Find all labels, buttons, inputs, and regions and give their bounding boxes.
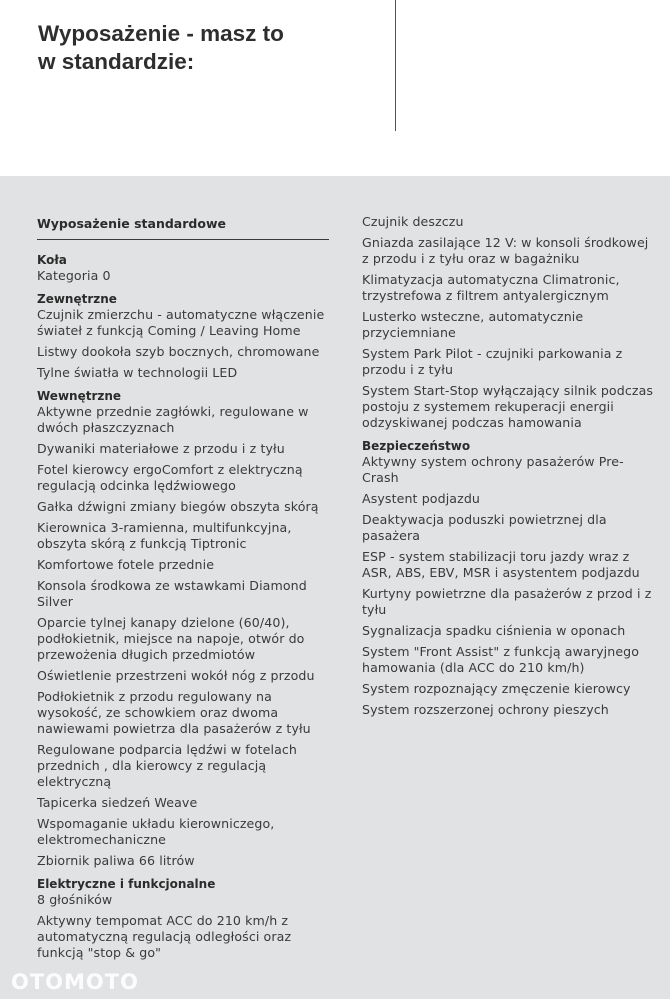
equipment-item: Komfortowe fotele przednie <box>37 557 215 572</box>
section-title: Wyposażenie standardowe <box>37 216 329 240</box>
equipment-item: Listwy dookoła szyb bocznych, chromowane <box>37 344 320 359</box>
equipment-item: Klimatyzacja automatyczna Climatronic, trzystrefowa z filtrem antyalergicznym <box>362 272 620 303</box>
group-title: Bezpieczeństwo <box>362 439 471 453</box>
group-title: Elektryczne i funkcjonalne <box>37 877 216 891</box>
otomoto-watermark: OTOMOTO <box>11 970 139 994</box>
vertical-divider <box>395 0 396 131</box>
equipment-item: Aktywny tempomat ACC do 210 km/h z automatyczną regulacją odległości oraz funkcją "stop & go" <box>37 913 292 960</box>
equipment-item: System Start-Stop wyłączający silnik podczas postoju z systemem rekuperacji energii odzyskiwanej podczas hamowania <box>362 383 654 430</box>
equipment-group <box>37 291 329 381</box>
equipment-item: Dywaniki materiałowe z przodu i z tyłu <box>37 441 285 456</box>
equipment-item: Oparcie tylnej kanapy dzielone (60/40), podłokietnik, miejsce na napoje, otwór do przewożenia długich przedmiotów <box>37 615 305 662</box>
equipment-item: Aktywny system ochrony pasażerów Pre-Crash <box>362 454 624 485</box>
equipment-item: Kurtyny powietrzne dla pasażerów z przod i z tyłu <box>362 586 652 617</box>
equipment-item: Konsola środkowa ze wstawkami Diamond Silver <box>37 578 307 609</box>
equipment-item: Wspomaganie układu kierowniczego, elektromechaniczne <box>37 816 275 847</box>
equipment-item: Asystent podjazdu <box>362 491 480 506</box>
equipment-item: Kategoria 0 <box>37 268 111 283</box>
equipment-item: Sygnalizacja spadku ciśnienia w oponach <box>362 623 626 638</box>
equipment-item: Podłokietnik z przodu regulowany na wysokość, ze schowkiem oraz dwoma nawiewami powietrza dla pasażerów z tyłu <box>37 689 311 736</box>
group-title: Koła <box>37 253 67 267</box>
equipment-item: System "Front Assist" z funkcją awaryjnego hamowania (dla ACC do 210 km/h) <box>362 644 640 675</box>
equipment-item: Tylne światła w technologii LED <box>37 365 238 380</box>
equipment-item: Tapicerka siedzeń Weave <box>37 795 198 810</box>
group-title: Wewnętrzne <box>37 389 122 403</box>
equipment-item: Kierownica 3-ramienna, multifunkcyjna, obszyta skórą z funkcją Tiptronic <box>37 520 292 551</box>
page-title <box>38 20 284 76</box>
equipment-item: System rozszerzonej ochrony pieszych <box>362 702 609 717</box>
page-title-line-2: w standardzie: <box>38 49 195 74</box>
equipment-item: System rozpoznający zmęczenie kierowcy <box>362 681 631 696</box>
equipment-item: Gałka dźwigni zmiany biegów obszyta skórą <box>37 499 319 514</box>
equipment-group <box>362 214 657 431</box>
page-title-line-1: Wyposażenie - masz to <box>38 21 284 46</box>
right-column <box>362 214 657 725</box>
group-title: Zewnętrzne <box>37 292 117 306</box>
left-column <box>37 214 329 968</box>
equipment-item: Regulowane podparcia lędźwi w fotelach przednich , dla kierowcy z regulacją elektryczną <box>37 742 298 789</box>
equipment-item: Zbiornik paliwa 66 litrów <box>37 853 195 868</box>
equipment-item: Aktywne przednie zagłówki, regulowane w dwóch płaszczyznach <box>37 404 309 435</box>
equipment-item: Czujnik deszczu <box>362 214 464 229</box>
equipment-group <box>37 876 329 961</box>
equipment-item: Gniazda zasilające 12 V: w konsoli środkowej z przodu i z tyłu oraz w bagażniku <box>362 235 649 266</box>
equipment-item: System Park Pilot - czujniki parkowania z przodu i z tyłu <box>362 346 623 377</box>
equipment-group <box>37 252 329 284</box>
equipment-item: 8 głośników <box>37 892 113 907</box>
equipment-group <box>37 388 329 869</box>
equipment-item: Deaktywacja poduszki powietrznej dla pasażera <box>362 512 607 543</box>
equipment-item: Fotel kierowcy ergoComfort z elektryczną regulacją odcinka lędźwiowego <box>37 462 303 493</box>
equipment-item: Oświetlenie przestrzeni wokół nóg z przodu <box>37 668 315 683</box>
equipment-item: Czujnik zmierzchu - automatyczne włączenie świateł z funkcją Coming / Leaving Home <box>37 307 325 338</box>
header-area <box>0 0 670 176</box>
equipment-item: ESP - system stabilizacji toru jazdy wraz z ASR, ABS, EBV, MSR i asystentem podjazdu <box>362 549 640 580</box>
equipment-group <box>362 438 657 718</box>
equipment-panel <box>0 176 670 999</box>
equipment-item: Lusterko wsteczne, automatycznie przyciemniane <box>362 309 584 340</box>
